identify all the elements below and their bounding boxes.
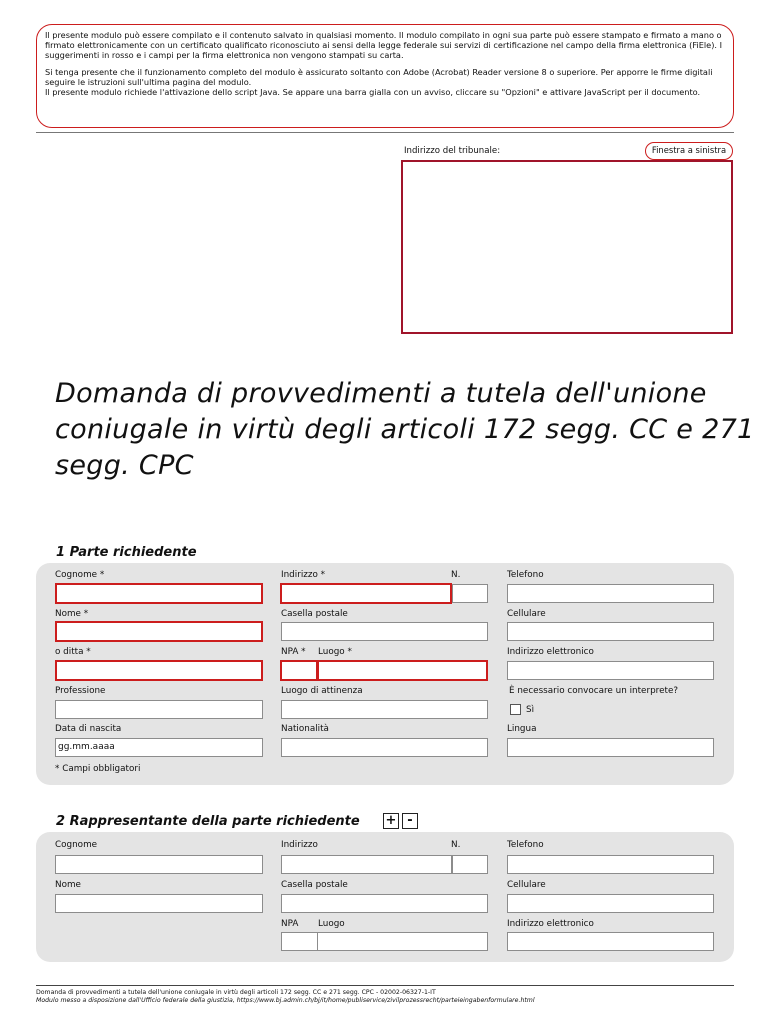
rep-postcode-label: NPA xyxy=(281,919,299,929)
address-input[interactable] xyxy=(280,583,452,604)
rep-surname-input[interactable] xyxy=(55,855,263,874)
nationality-input[interactable] xyxy=(281,738,488,757)
rep-address-label: Indirizzo xyxy=(281,840,318,850)
section-1-title: 1 Parte richiedente xyxy=(56,545,197,560)
notice-paragraph-3: Il presente modulo richiede l'attivazione dello script Java. Se appare una barra gialla con un avviso, cliccare su "Opzioni" e attivare JavaScript per il documento. xyxy=(45,87,701,98)
rep-number-label: N. xyxy=(451,840,461,850)
add-representative-button[interactable]: + xyxy=(383,813,399,829)
interpreter-question: È necessario convocare un interprete? xyxy=(509,686,679,696)
phone-label: Telefono xyxy=(507,570,544,580)
place-of-origin-label: Luogo di attinenza xyxy=(281,686,363,696)
notice-paragraph-1: Il presente modulo può essere compilato e il contenuto salvato in qualsiasi momento. Il modulo compilato in ogni sua parte può essere stampato e firmato a mano o firmato elettronicamente con un certificato qualificato riconosciuto ai sensi della legge federale sui servizi di certificazione nel campo della firma elettronica (FiEle). I suggerimenti in rosso e i campi per la firma elettronica non vengono stampati su carta. xyxy=(45,30,723,61)
postcode-input[interactable] xyxy=(280,660,318,681)
rep-city-label: Luogo xyxy=(318,919,345,929)
address-label: Indirizzo * xyxy=(281,570,326,580)
city-label: Luogo * xyxy=(318,647,352,657)
number-label: N. xyxy=(451,570,461,580)
rep-city-input[interactable] xyxy=(317,932,488,951)
birthdate-label: Data di nascita xyxy=(55,724,122,734)
language-input[interactable] xyxy=(507,738,714,757)
footer-line-1: Domanda di provvedimenti a tutela dell'unione coniugale in virtù degli articoli 172 segg. CC e 271 segg. CPC - 02002-06327-1-IT xyxy=(36,989,436,996)
rep-phone-label: Telefono xyxy=(507,840,544,850)
instructions-notice xyxy=(36,24,734,128)
footer-divider xyxy=(36,985,734,986)
page-title: Domanda di provvedimenti a tutela dell'unione coniugale in virtù degli articoli 172 segg. CC e 271 segg. CPC xyxy=(55,378,755,481)
profession-label: Professione xyxy=(55,686,106,696)
remove-representative-button[interactable]: - xyxy=(402,813,418,829)
mobile-input[interactable] xyxy=(507,622,714,641)
interpreter-checkbox[interactable] xyxy=(510,704,521,715)
rep-po-box-label: Casella postale xyxy=(281,880,348,890)
po-box-input[interactable] xyxy=(281,622,488,641)
company-input[interactable] xyxy=(55,660,263,681)
nationality-label: Nationalità xyxy=(281,724,329,734)
section-2-title: 2 Rappresentante della parte richiedente xyxy=(56,814,360,829)
rep-mobile-input[interactable] xyxy=(507,894,714,913)
phone-input[interactable] xyxy=(507,584,714,603)
rep-mobile-label: Cellulare xyxy=(507,880,546,890)
divider xyxy=(36,132,734,133)
rep-email-input[interactable] xyxy=(507,932,714,951)
birthdate-input[interactable]: gg.mm.aaaa xyxy=(55,738,263,757)
email-label: Indirizzo elettronico xyxy=(507,647,594,657)
rep-address-input[interactable] xyxy=(281,855,452,874)
court-address-label: Indirizzo del tribunale: xyxy=(404,146,501,156)
name-input[interactable] xyxy=(55,621,263,642)
mobile-label: Cellulare xyxy=(507,609,546,619)
rep-surname-label: Cognome xyxy=(55,840,98,850)
language-label: Lingua xyxy=(507,724,537,734)
name-label: Nome * xyxy=(55,609,89,619)
window-left-button[interactable]: Finestra a sinistra xyxy=(645,142,733,160)
rep-postcode-input[interactable] xyxy=(281,932,318,951)
place-of-origin-input[interactable] xyxy=(281,700,488,719)
number-input[interactable] xyxy=(452,584,488,603)
footer-line-2: Modulo messo a disposizione dall'Ufficio federale della giustizia, https://www.bj.admin.ch/bj/it/home/publiservice/zivilprozessrecht/parteieingabenformulare.html xyxy=(36,997,535,1004)
po-box-label: Casella postale xyxy=(281,609,348,619)
rep-name-label: Nome xyxy=(55,880,81,890)
surname-input[interactable] xyxy=(55,583,263,604)
postcode-label: NPA * xyxy=(281,647,306,657)
footer xyxy=(36,989,734,1005)
rep-name-input[interactable] xyxy=(55,894,263,913)
interpreter-yes-label: Sì xyxy=(526,705,535,715)
rep-po-box-input[interactable] xyxy=(281,894,488,913)
city-input[interactable] xyxy=(317,660,488,681)
email-input[interactable] xyxy=(507,661,714,680)
rep-email-label: Indirizzo elettronico xyxy=(507,919,594,929)
rep-phone-input[interactable] xyxy=(507,855,714,874)
notice-paragraph-2: Si tenga presente che il funzionamento completo del modulo è assicurato soltanto con Adobe (Acrobat) Reader versione 8 o superiore. Per apporre le firme digitali seguire le istruzioni sull'ultima pagina del modulo. xyxy=(45,66,713,87)
surname-label: Cognome * xyxy=(55,570,105,580)
company-label: o ditta * xyxy=(55,647,91,657)
required-fields-note: * Campi obbligatori xyxy=(55,764,141,774)
profession-input[interactable] xyxy=(55,700,263,719)
rep-number-input[interactable] xyxy=(452,855,488,874)
court-address-field[interactable] xyxy=(401,160,733,334)
